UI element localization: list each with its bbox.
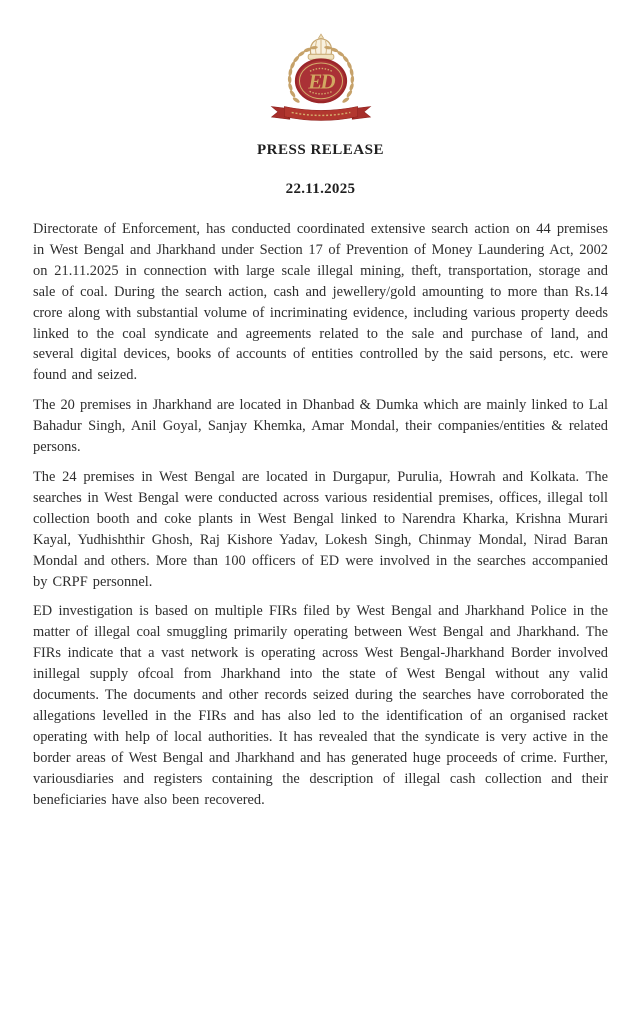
ed-emblem-icon [266, 33, 376, 125]
paragraph-west-bengal-premises: The 24 premises in West Bengal are located in Durgapur, Purulia, Howrah and Kolkata. The searches in West Bengal were conducted across various residential premises, offices, illegal toll collection booth and coke plants in West Bengal linked to Narendra Kharka, Krishna Murari Kayal, Yudhishthir Ghosh, Raj Kishore Yadav, Lokesh Singh, Chinmay Mondal, Nirad Baran Mondal and others. More than 100 officers of ED were involved in the searches accompanied by CRPF personnel. [33, 468, 608, 590]
paragraph-jharkhand-premises: The 20 premises in Jharkhand are located in Dhanbad & Dumka which are mainly linked to Lal Bahadur Singh, Anil Goyal, Sanjay Khemka, Amar Mondal, their companies/entities & related persons. [33, 397, 608, 456]
press-release-body [33, 219, 608, 810]
ed-monogram: ED [307, 69, 334, 94]
paragraph-ed-investigation: ED investigation is based on multiple FIRs filed by West Bengal and Jharkhand Police in the matter of illegal coal smuggling primarily operating between West Bengal and Jharkhand. The FIRs indicate that a vast network is operating across West Bengal-Jharkhand Border involved inillegal supply ofcoal from Jharkhand into the state of West Bengal without any valid documents. The documents and other records seized during the searches have corroborated the allegations levelled in the FIRs and has also led to the identification of an organised racket operating with help of local authorities. It has revealed that the syndicate is very active in the border areas of West Bengal and Jharkhand and has generated huge proceeds of crime. Further, variousdiaries and registers containing the description of illegal cash collection and their beneficiaries have also been recovered. [33, 603, 608, 808]
ed-oval [294, 58, 346, 103]
paragraph-search-action: Directorate of Enforcement, has conducted coordinated extensive search action on 44 premises in West Bengal and Jharkhand under Section 17 of Prevention of Money Laundering Act, 2002 on 21.11.2025 in connection with large scale illegal mining, theft, transportation, storage and sale of coal. During the search action, cash and jewellery/gold amounting to more than Rs.14 crore along with substantial volume of incriminating evidence, including various property deeds linked to the coal syndicate and agreements related to the sale and purchase of land, and several digital devices, books of accounts of entities controlled by the said persons, etc. were found and seized. [33, 221, 608, 384]
page-title: PRESS RELEASE [257, 142, 384, 158]
ed-emblem [0, 0, 641, 125]
ribbon-banner-icon [271, 107, 370, 121]
release-date: 22.11.2025 [285, 181, 356, 197]
